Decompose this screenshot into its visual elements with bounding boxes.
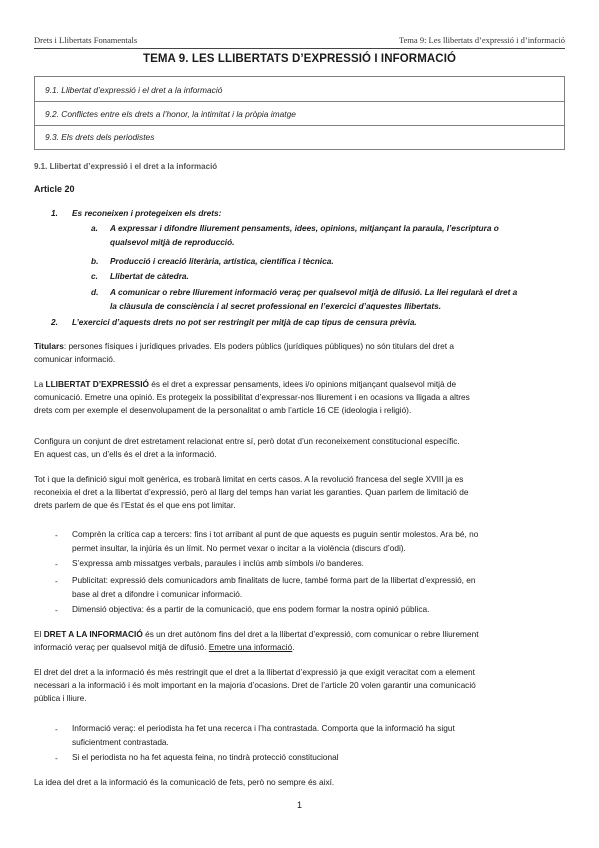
text-line: comunicar informació. [34,354,116,364]
text-line: pública i lliure. [34,693,87,703]
page-title: TEMA 9. LES LLIBERTATS D’EXPRESSIÓ I INFORMACIÓ [142,53,457,65]
text-line: reconeixia el dret a la llibertat d’expressió, però al llarg del temps han variat les garanties. Quan parlem de limitació de [34,487,469,497]
text-line: és el dret a expressar pensaments, idees i/o opinions mitjançant qualsevol mitjà de [148,379,457,389]
article-title: Article 20 [34,184,75,194]
toc-item[interactable]: 9.3. Els drets dels periodistes [45,132,155,142]
article-item-c: Llibertat de càtedra. [110,271,189,281]
bullet-dash: - [55,605,58,615]
paragraph-idea: La idea del dret a la informació és la comunicació de fets, però no sempre és així. [34,777,335,787]
list-letter: d. [91,287,99,297]
bullet-line: Si el periodista no ha fet aquesta feina, no tindrà protecció constitucional [72,752,339,762]
paragraph-tot-i-que [34,473,565,512]
bold-term: DRET A LA INFORMACIÓ [43,629,143,639]
text-fragment: informació veraç per qualsevol mitjà de difusió. [34,642,209,652]
underlined-text: Emetre una informació [208,642,293,652]
section-heading: 9.1. Llibertat d’expressió i el dret a la informació [34,162,218,171]
text-line: drets com per exemple el desenvolupament de la personalitat o amb l’article 16 CE (ideologia i religió). [34,405,412,415]
text-line: : persones físiques i jurídiques privades. Els poders públics (jurídiques públiques) no són titulars del dret a [63,341,454,351]
toc-divider [35,101,564,102]
paragraph-llibertat-expressio [34,378,565,417]
bullet-line: Dimensió objectiva: és a partir de la comunicació, que ens podem formar la nostra opinió pública. [72,604,430,614]
bullet-line: Publicitat: expressió dels comunicadors amb finalitats de lucre, també forma part de la llibertat d’expressió, en [72,575,476,585]
paragraph-configura [34,435,565,461]
paragraph-dret-informacio [34,628,565,654]
list-letter: c. [91,271,98,281]
text-line: Configura un conjunt de dret estretament relacionat entre sí, però dotat d’un reconeixement constitucional específic. [34,436,460,446]
text-line: El dret del dret a la informació és més restringit que el dret a la llibertat d’expressió ja que exigit veracitat com a element [34,667,475,677]
text-line: necessari a la informació i és molt important en la majoria d’ocasions. Dret de l’article 20 volen garantir una comunicació [34,680,476,690]
bullet-line: permet insultar, la injúria és un límit. No permet vexar o incitar a la violència (discurs d’odi). [72,543,406,553]
article-item-1: Es reconeixen i protegeixen els drets: [72,208,222,218]
list-number: 2. [51,317,58,327]
article-item-2: L’exercici d’aquests drets no pot ser restringit per mitjà de cap tipus de censura prèvia. [72,317,417,327]
page-number: 1 [296,800,302,810]
text-fragment: . [292,642,295,652]
text-line: Tot i que la definició sigui molt genèrica, es trobarà limitat en certs casos. A la revolució francesa del segle XVIII ja es [34,474,464,484]
article-item-a-line2: qualsevol mitjà de reproducció. [110,237,235,247]
list-letter: b. [91,256,99,266]
article-item-d-line2: la clàusula de consciència i al secret professional en l’exercici d’aquestes llibertats. [110,301,442,311]
text-fragment: La [34,379,46,389]
bullet-line: Informació veraç: el periodista ha fet una recerca i l’ha contrastada. Comporta que la informació ha sigut [72,723,455,733]
bullet-dash: - [55,559,58,569]
bold-term: Titulars [34,341,64,351]
text-line: En aquest cas, un d’ells és el dret a la informació. [34,449,217,459]
toc-item[interactable]: 9.2. Conflictes entre els drets a l’honor, la intimitat i la pròpia imatge [45,109,296,119]
text-line: és un dret autònom fins del dret a la llibertat d’expressió, com comunicar o rebre lliurement [142,629,479,639]
text-fragment: El [34,629,44,639]
paragraph-dret-restringit [34,666,565,705]
bullet-line: suficientment contrastada. [72,737,169,747]
article-item-b: Producció i creació literària, artística, científica i tècnica. [110,256,334,266]
header-rule [34,48,565,49]
list-letter: a. [91,223,98,233]
toc-divider [35,125,564,126]
bullet-dash: - [55,576,58,586]
article-item-d-line1: A comunicar o rebre lliurement informació veraç per qualsevol mitjà de difusió. La llei regularà el dret a [110,287,518,297]
article-item-a-line1: A expressar i difondre lliurement pensaments, idees, opinions, mitjançant la paraula, l’escriptura o [110,223,499,233]
bullet-dash: - [55,724,58,734]
bullet-dash: - [55,753,58,763]
bold-term: LLIBERTAT D’EXPRESSIÓ [45,379,149,389]
bullet-line: base al dret a difondre i comunicar informació. [72,589,243,599]
paragraph-titulars [34,340,565,366]
bullet-dash: - [55,530,58,540]
bullet-line: S’expressa amb missatges verbals, paraules i inclús amb símbols i/o banderes. [72,558,364,568]
bullet-line: Comprèn la crítica cap a tercers: fins i tot arribant al punt de que aquests es puguin sentir molestos. Ara bé, no [72,529,479,539]
list-number: 1. [51,208,58,218]
table-of-contents [34,76,565,150]
header-left: Drets i Llibertats Fonamentals [34,35,138,45]
page-header [34,35,565,47]
text-line: comunicació. Emetre una opinió. Es protegeix la possibilitat d’expressar-nos lliurement i en ocasions va lligada a altres [34,392,470,402]
header-right: Tema 9: Les llibertats d’expressió i d’informació [398,35,565,45]
toc-item[interactable]: 9.1. Llibertat d’expressió i el dret a la informació [45,85,223,95]
text-line: drets parlem de que és l’Estat és el que ens pot limitar. [34,500,236,510]
